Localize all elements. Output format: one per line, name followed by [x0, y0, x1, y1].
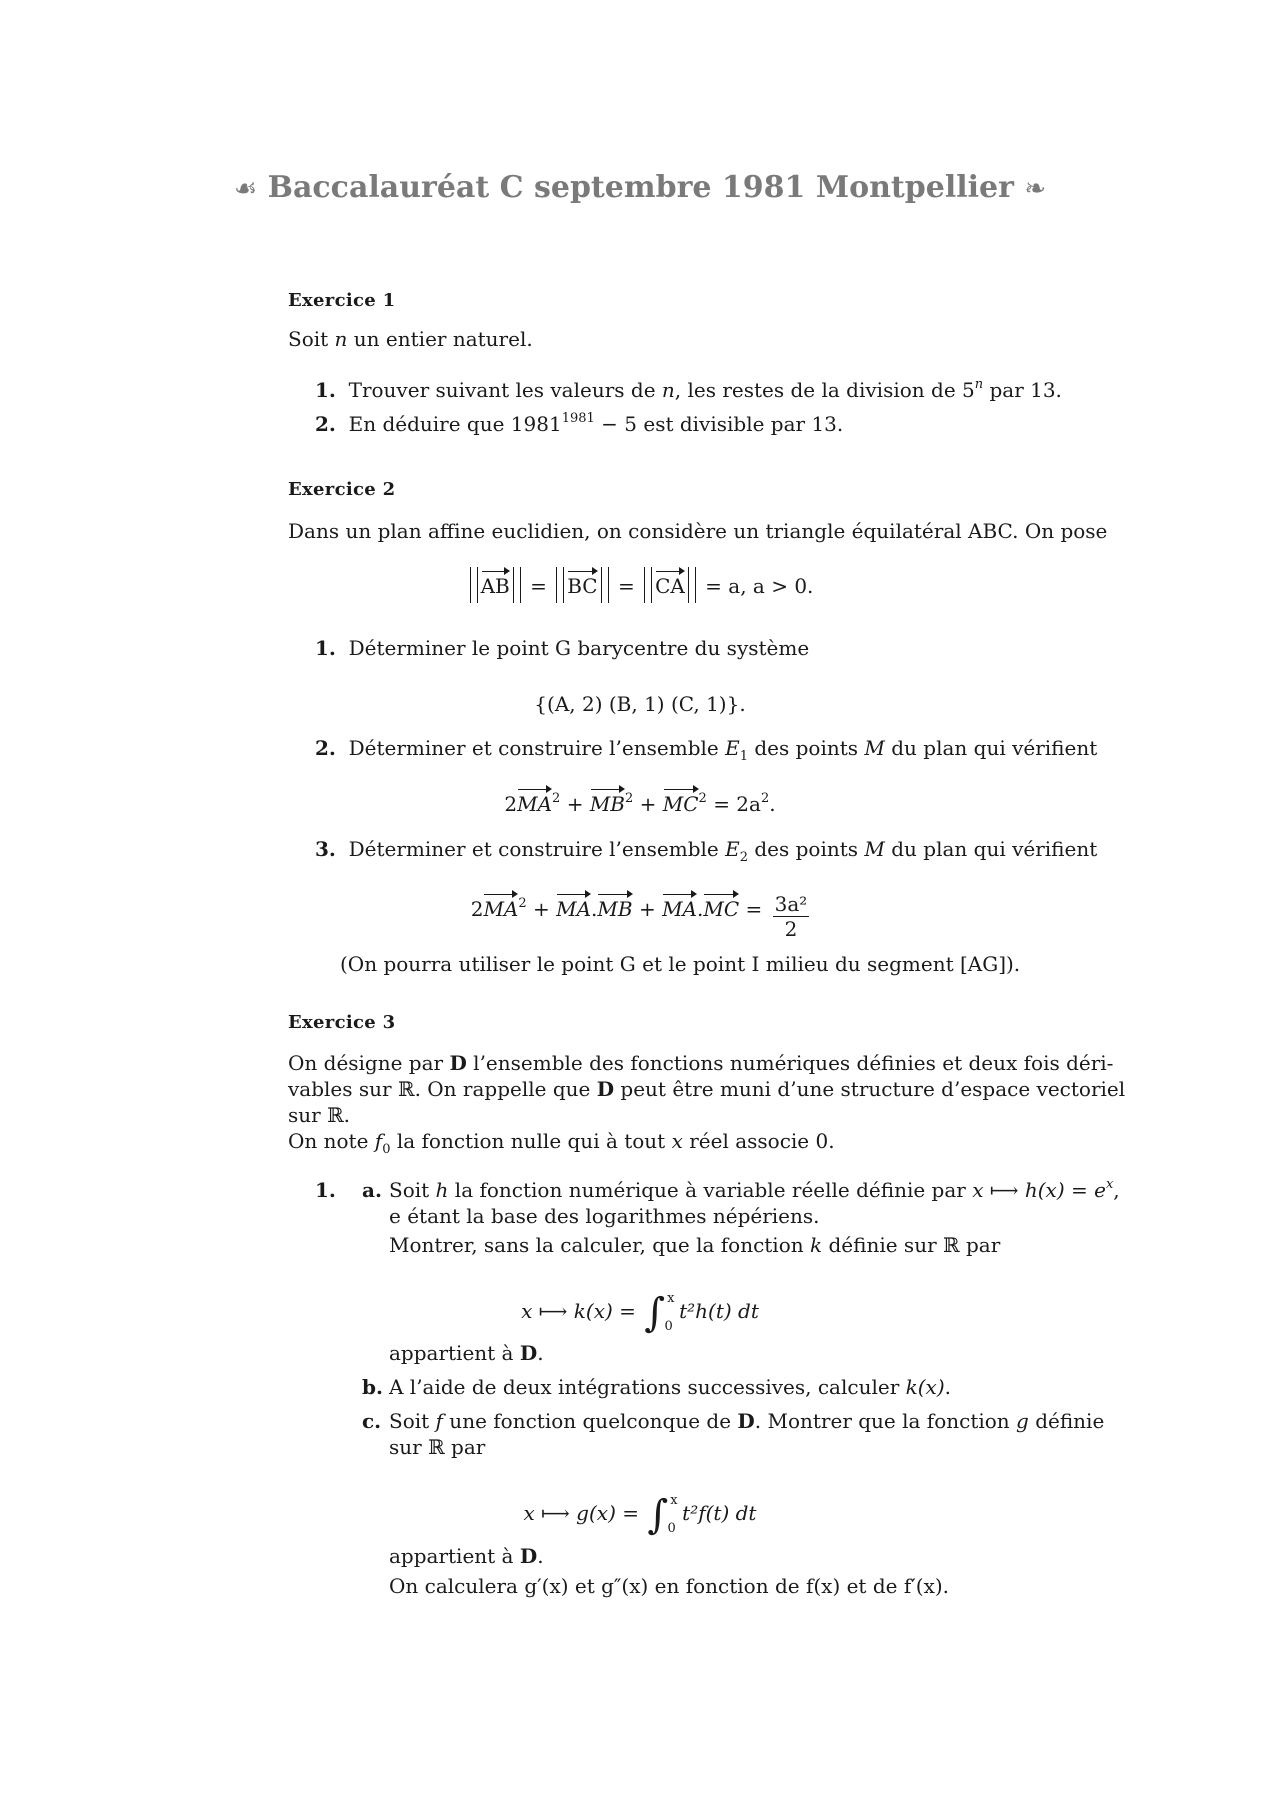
exercise-3-question-1-number: 1. [315, 1178, 336, 1202]
exercise-1-question-1: 1. Trouver suivant les valeurs de n, les restes de la division de 5$^n$ par 13. [315, 377, 1062, 402]
set-e2-equation: $2MA^2 + MA.MB + MA.MC$ = $\frac{\text{3a²}}{2}$ [470, 892, 808, 941]
question-c-label: c. [362, 1409, 382, 1433]
exercise-3-intro-line-4: On note $f_0$ la fonction nulle qui à tout x réel associe 0. [288, 1129, 835, 1157]
question-c-line-3: appartient à D. [389, 1544, 544, 1568]
integral-sign: ∫ [647, 1492, 669, 1538]
question-a-line-2: e étant la base des logarithmes népériens. [389, 1204, 820, 1228]
exercise-2-question-2: 2. Déterminer et construire l’ensemble $E_1$ des points M du plan qui vérifient [315, 736, 1098, 764]
integral-sign: ∫ [644, 1290, 666, 1336]
exercise-1-heading: Exercice 1 [288, 290, 396, 311]
exercise-2-intro: Dans un plan affine euclidien, on considère un triangle équilatéral ABC. On pose [288, 519, 1108, 543]
barycentre-system: {(A, 2) (B, 1) (C, 1)}. [534, 692, 746, 716]
exercise-2-heading: Exercice 2 [288, 479, 396, 500]
question-b-text: A l’aide de deux intégrations successives, calculer k(x). [389, 1375, 951, 1399]
fraction: $\frac{\text{3a²}}{2}$ [774, 892, 808, 941]
g-integral-equation: x ⟼ g(x) = ∫ $^x_0$ t²f(t) dt [523, 1492, 757, 1538]
question-a-line-3: Montrer, sans la calculer, que la fonction k définie sur ℝ par [389, 1233, 1001, 1257]
exercise-3-intro-line-2: vables sur ℝ. On rappelle que D peut être muni d’une structure d’espace vectoriel [288, 1077, 1126, 1101]
question-b-label: b. [362, 1375, 383, 1399]
exercise-3-intro-line-1: On désigne par D l’ensemble des fonctions numériques définies et deux fois déri- [288, 1051, 1114, 1075]
exercise-1-intro: Soit n un entier naturel. [288, 327, 533, 351]
left-ornament-icon: ☙ [233, 174, 258, 204]
question-c-line-4: On calculera g′(x) et g″(x) en fonction de f(x) et de f′(x). [389, 1574, 950, 1598]
norm-equation: AB = BC = CA = a, a > 0. [0, 567, 1280, 603]
set-e1-equation: $2MA^2 + MB^2 + MC^2 = 2a^2$. [504, 791, 776, 816]
exercise-3-heading: Exercice 3 [288, 1012, 396, 1033]
question-a-line-1: Soit h la fonction numérique à variable réelle définie par x ⟼ $h(x) = e^x$, [389, 1177, 1120, 1202]
question-a-label: a. [362, 1178, 382, 1202]
exercise-2-question-1: 1. Déterminer le point G barycentre du système [315, 636, 810, 660]
exercise-3-intro-line-3: sur ℝ. [288, 1103, 351, 1127]
exercise-2-hint: (On pourra utiliser le point G et le point I milieu du segment [AG]). [340, 952, 1021, 976]
question-c-line-1: Soit f une fonction quelconque de D. Montrer que la fonction g définie [389, 1409, 1105, 1433]
right-ornament-icon: ❧ [1024, 174, 1047, 204]
question-c-line-2: sur ℝ par [389, 1435, 486, 1459]
page-title: ☙ Baccalauréat C septembre 1981 Montpellier ❧ [233, 170, 1047, 205]
question-a-line-4: appartient à D. [389, 1341, 544, 1365]
exercise-2-question-3: 3. Déterminer et construire l’ensemble $E_2$ des points M du plan qui vérifient [315, 837, 1098, 865]
exercise-1-question-2: 2. En déduire que $1981^{1981} - 5$ est divisible par 13. [315, 411, 844, 436]
k-integral-equation: x ⟼ k(x) = ∫ $^x_0$ t²h(t) dt [521, 1290, 759, 1336]
